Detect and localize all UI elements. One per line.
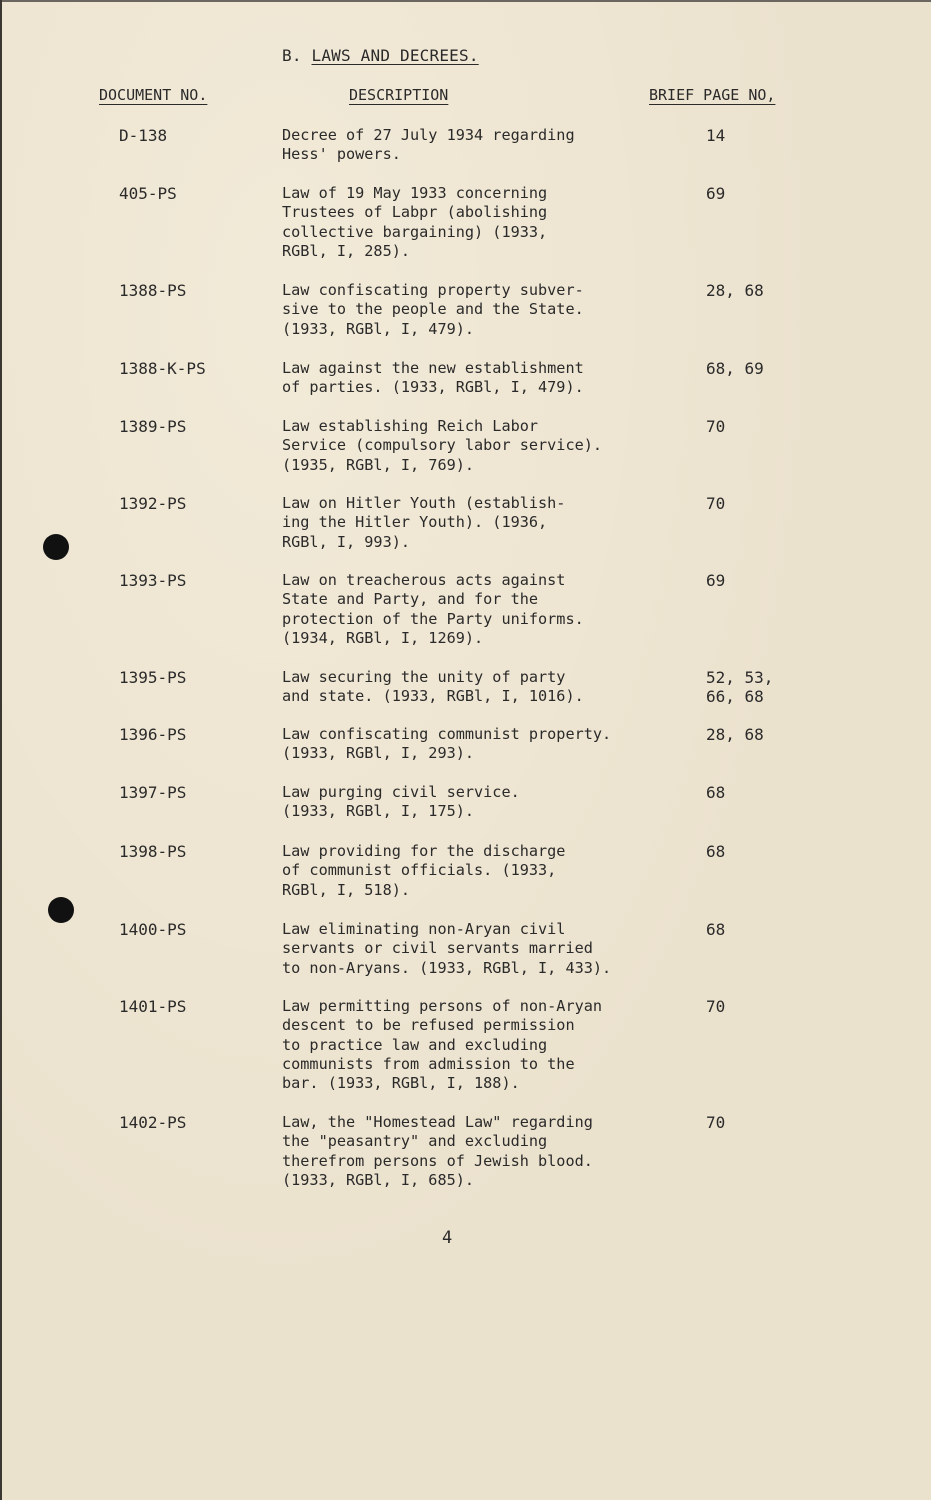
description: Law securing the unity of party and state. (1933, RGBl, I, 1016).: [282, 668, 584, 706]
description: Law confiscating property subver- sive to the people and the State. (1933, RGBl, I, 479).: [282, 281, 584, 338]
brief-page-number: 69: [706, 184, 726, 203]
document-number: 1395-PS: [119, 668, 187, 687]
section-title-text: LAWS AND DECREES.: [311, 46, 479, 65]
brief-page-number: 14: [706, 126, 726, 145]
column-header-description: DESCRIPTION: [349, 86, 449, 104]
document-number: 1402-PS: [119, 1113, 187, 1132]
brief-page-number: 52, 53, 66, 68: [706, 668, 774, 707]
document-number: 1393-PS: [119, 571, 187, 590]
description: Law on treacherous acts against State and Party, and for the protection of the Party uniforms. (1934, RGBl, I, 1269).: [282, 571, 584, 647]
description: Law eliminating non-Aryan civil servants or civil servants married to non-Aryans. (1933, RGBl, I, 433).: [282, 920, 612, 977]
document-number: 1389-PS: [119, 417, 187, 436]
section-prefix: B.: [282, 46, 302, 65]
brief-page-number: 68: [706, 783, 726, 802]
brief-page-number: 70: [706, 417, 726, 436]
brief-page-number: 68, 69: [706, 359, 764, 378]
brief-page-number: 28, 68: [706, 281, 764, 300]
description: Decree of 27 July 1934 regarding Hess' powers.: [282, 126, 575, 164]
description: Law providing for the discharge of communist officials. (1933, RGBl, I, 518).: [282, 842, 566, 899]
document-number: 1401-PS: [119, 997, 187, 1016]
brief-page-number: 70: [706, 997, 726, 1016]
page-top-edge: [2, 0, 931, 2]
document-number: 405-PS: [119, 184, 177, 203]
document-number: 1398-PS: [119, 842, 187, 861]
section-title: [282, 46, 479, 65]
brief-page-number: 68: [706, 842, 726, 861]
description: Law, the "Homestead Law" regarding the "peasantry" and excluding therefrom persons of Jewish blood. (1933, RGBl, I, 685).: [282, 1113, 593, 1189]
description: Law confiscating communist property. (1933, RGBl, I, 293).: [282, 725, 612, 763]
column-header-document: DOCUMENT NO.: [99, 86, 208, 104]
description: Law against the new establishment of parties. (1933, RGBl, I, 479).: [282, 359, 584, 397]
column-header-pages: BRIEF PAGE NO,: [649, 86, 776, 104]
document-number: 1400-PS: [119, 920, 187, 939]
document-number: 1397-PS: [119, 783, 187, 802]
brief-page-number: 28, 68: [706, 725, 764, 744]
punch-hole-icon: [43, 534, 69, 560]
description: Law permitting persons of non-Aryan descent to be refused permission to practice law and excluding communists from admission to the bar. (1933, RGBl, I, 188).: [282, 997, 603, 1093]
brief-page-number: 70: [706, 494, 726, 513]
brief-page-number: 68: [706, 920, 726, 939]
document-number: 1396-PS: [119, 725, 187, 744]
document-number: 1388-K-PS: [119, 359, 206, 378]
description: Law on Hitler Youth (establish- ing the Hitler Youth). (1936, RGBl, I, 993).: [282, 494, 566, 551]
page-number: 4: [442, 1228, 453, 1248]
document-number: 1392-PS: [119, 494, 187, 513]
description: Law purging civil service. (1933, RGBl, I, 175).: [282, 783, 520, 821]
punch-hole-icon: [48, 897, 74, 923]
document-number: 1388-PS: [119, 281, 187, 300]
description: Law of 19 May 1933 concerning Trustees of Labpr (abolishing collective bargaining) (1933, RGBl, I, 285).: [282, 184, 548, 260]
brief-page-number: 69: [706, 571, 726, 590]
brief-page-number: 70: [706, 1113, 726, 1132]
document-number: D-138: [119, 126, 168, 145]
description: Law establishing Reich Labor Service (compulsory labor service). (1935, RGBl, I, 769).: [282, 417, 603, 474]
